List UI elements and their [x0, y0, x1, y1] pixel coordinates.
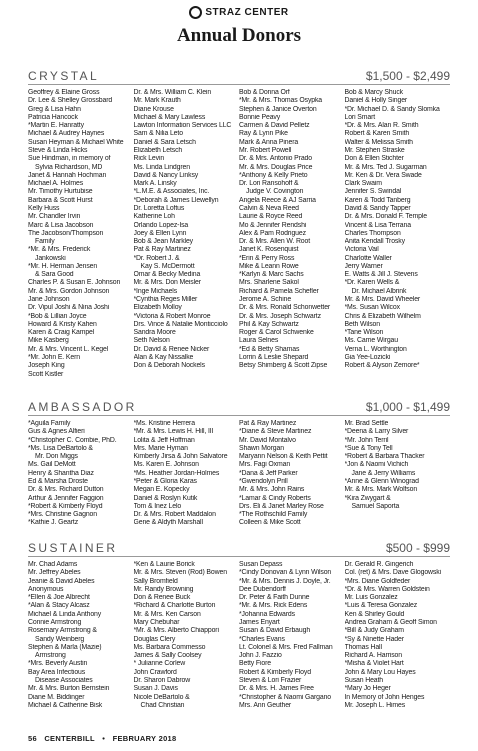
donor-name: Chad Christian: [140, 701, 185, 709]
donor-name: Kimberly Jirsa & John Salvatore: [133, 453, 228, 461]
donor-column: [134, 420, 240, 528]
donor-name: Mr. & Mrs. John Rains: [239, 486, 305, 494]
donor-name: Howard & Kristy Kahen: [28, 320, 97, 328]
donor-name: Henry & Shantha Diaz: [28, 469, 94, 477]
donor-name: Dr. & Mrs. Ronald Schonwetter: [239, 304, 331, 312]
donor-name: Nicole DeBartolo &: [133, 693, 190, 701]
donor-name: Bay Area Infectious: [28, 668, 86, 676]
donor-name: Ms. Carrie Wirgau: [344, 337, 398, 345]
donor-name: *Johanna Edwards: [239, 610, 295, 618]
donor-name: Lorrin & Leslie Shepard: [239, 354, 309, 361]
donor-name: *The Rothschild Family: [239, 511, 308, 519]
donor-name: *Mr. & Mrs. Rick Edens: [239, 602, 308, 610]
donor-name: Mr. Chad Adams: [28, 561, 78, 568]
section-header: [28, 398, 450, 416]
donor-name: Sandra Moore: [133, 329, 176, 337]
donor-name: *Ms. Heather Jordan-Holmes: [133, 469, 220, 477]
section-range: $1,500 - $2,499: [365, 69, 450, 83]
donor-name: Charlotte Waller: [344, 254, 392, 262]
donor-name: Mr. & Mrs. Ted J. Sugarman: [344, 163, 427, 171]
section-header: [28, 539, 450, 557]
donor-name: *Victoria & Robert Monroe: [133, 312, 211, 320]
donor-name: Marc & Lisa Jacobson: [28, 221, 94, 229]
donor-name: Elizabeth Letsch: [133, 146, 183, 154]
donor-name: *Ken & Laurie Borick: [133, 561, 195, 568]
donor-name: Omar & Becky Medina: [133, 271, 201, 279]
donor-name: Laurie & Royce Reed: [239, 213, 303, 221]
donor-name: Susan Heath: [344, 676, 384, 684]
donor-name: Pat & Ray Martinez: [133, 246, 191, 254]
donor-name: Kelly Huss: [28, 204, 60, 212]
donor-name: *Ms. Susan Wilcox: [344, 304, 400, 312]
donor-name: *Kira Zwygart &: [344, 494, 391, 502]
section-range: $1,000 - $1,499: [365, 400, 450, 414]
donor-name: Verna L. Worthington: [344, 345, 407, 353]
donor-name: Patricia Hancock: [28, 113, 78, 121]
donor-name: Bob & Jean Markley: [133, 238, 194, 246]
donor-name: Rosemary Armstrong &: [28, 627, 97, 635]
donor-name: Bonnie Peavy: [239, 113, 281, 121]
donor-name: *Anthony & Kelly Prieto: [239, 171, 308, 179]
donor-name: Michael & Audrey Haynes: [28, 130, 105, 138]
donor-name: *Dr. Michael D. & Sandy Slomka: [344, 105, 440, 113]
donor-name: Walter & Melissa Smith: [344, 138, 413, 146]
donor-name: Dr. Lori Ransohoff &: [239, 180, 299, 188]
donor-name: Richard A. Harrison: [344, 652, 402, 660]
donor-name: Susan Heyman & Michael White: [28, 138, 124, 146]
donor-name: *Mr. & Mrs. Frederick: [28, 246, 91, 254]
donor-name: *Cindy Donovan & Lynn Wilson: [239, 569, 332, 577]
donor-name: Lolita & Jeff Hoffman: [133, 436, 195, 444]
donor-name: Elizabeth Molloy: [133, 304, 182, 312]
donor-name: Barbara & Scott Hurst: [28, 196, 93, 204]
donor-name: In Memory of John Henges: [344, 693, 425, 701]
donor-name: Stephen & Janice Overton: [239, 105, 317, 113]
donor-name: Mr. & Mrs. Burton Bernstein: [28, 685, 110, 693]
donor-column: [134, 561, 240, 710]
donor-name: *Christopher C. Combie, PhD.: [28, 436, 117, 444]
donor-name: *Erin & Perry Ross: [239, 254, 295, 262]
donor-name: *Peter & Gloria Karas: [133, 477, 197, 485]
donor-name: *Mary Jo Heger: [344, 685, 391, 693]
donor-name: Dr. & Mrs. Allen W. Root: [239, 238, 311, 246]
donor-name: Victoria Vail: [344, 246, 379, 254]
donor-name: *Mr. John Terril: [344, 436, 389, 444]
donor-name: Orlando Lopez-Isa: [133, 221, 189, 229]
donor-name: Armstrong: [35, 652, 66, 660]
donor-name: *Mrs. Diane Goldfeder: [344, 577, 411, 585]
donor-column: [345, 89, 451, 379]
donor-name: David & Nancy Linksy: [133, 171, 199, 179]
donor-name: Ms. Gail DeMott: [28, 461, 76, 469]
donor-name: Greg & Lisa Hahn: [28, 105, 81, 113]
donor-column: [134, 89, 240, 379]
donor-name: Dr. David & Renee Nicker: [133, 345, 210, 353]
donor-name: Joseph King: [28, 362, 65, 370]
donor-name: *L.M.E. & Associates, Inc.: [133, 188, 210, 196]
donor-name: *Ed & Betty Shamas: [239, 345, 300, 353]
donor-name: *Kathie J. Geartz: [28, 519, 79, 527]
donor-name: *Dr. & Mrs. Warren Goldstein: [344, 585, 430, 593]
donor-name: Mr. Robert Powell: [239, 146, 292, 154]
donor-name: *Deena & Larry Silver: [344, 428, 409, 436]
donor-name: Mark A. Linsky: [133, 180, 177, 188]
donor-name: Mr. & Mrs. Steven (Rod) Bowen: [133, 569, 227, 577]
donor-name: Maryann Nelson & Keith Pettit: [239, 453, 328, 461]
donor-name: Lt. Colonel & Mrs. Fred Fallman: [239, 643, 333, 651]
page-number: 56: [28, 734, 37, 743]
donor-name: Robert & Karen Smith: [344, 130, 410, 138]
section-name: AMBASSADOR: [28, 400, 137, 414]
donor-name: Betsy Shimberg & Scott Zipse: [239, 362, 328, 370]
donor-name: Sue Hindman, in memory of: [28, 155, 111, 163]
donor-name: *Lamar & Cindy Roberts: [239, 494, 311, 502]
donor-name: Carmen & David Pelletz: [239, 122, 310, 130]
donor-name: *Charles Evans: [239, 635, 285, 643]
donor-name: Rick Levin: [133, 155, 165, 163]
donor-name: Andrea Graham & Geoff Simon: [344, 618, 437, 626]
donor-name: *Jon & Naomi Vichich: [344, 461, 409, 469]
donor-name: *Mrs. Christine Gagnon: [28, 511, 97, 519]
donor-name: *Karlyn & Marc Sachs: [239, 271, 304, 279]
donor-name: Ken & Shirley Gould: [344, 610, 405, 618]
donor-name: Colleen & Mike Scott: [239, 519, 301, 527]
donor-column: [239, 89, 345, 379]
donor-name: Mr. & Mrs. David Wheeler: [344, 296, 421, 304]
straz-logo-icon: [189, 6, 202, 19]
donor-name: Mr. Ken & Dr. Vera Swade: [344, 171, 422, 179]
donor-name: Stephen & Marla (Mazie): [28, 643, 102, 651]
straz-center-logo: [189, 6, 288, 19]
donor-name: Katherine Loh: [133, 213, 175, 221]
donor-name: Mrs. Fagi Oxman: [239, 461, 291, 469]
donor-name: *Alan & Stacy Alcasz: [28, 602, 90, 610]
donor-name: Alan & Kay Nissalke: [133, 354, 194, 361]
donor-name: James & Sally Coolsey: [133, 652, 202, 660]
donor-name: *Ellen & Joe Albrecht: [28, 594, 90, 602]
donor-name: *Richard & Charlotte Burton: [133, 602, 216, 610]
donor-name: Don & Ellen Stichter: [344, 155, 404, 163]
donor-name: Sally Bromfield: [133, 577, 178, 585]
donor-name: Bob & Donna Orf: [239, 89, 290, 96]
section-header: [28, 67, 450, 85]
donor-name: *Deborah & James Llewellyn: [133, 196, 219, 204]
donor-name: Drs. Vince & Natalie Monticciolo: [133, 320, 228, 328]
donor-name: Kay S. McDermott: [140, 262, 195, 270]
donor-name: Tom & Inez Lelo: [133, 502, 182, 510]
donor-name: Dr. Vipul Joshi & Nina Joshi: [28, 304, 110, 312]
donor-name: Dr. Lee & Shelley Grossbard: [28, 97, 113, 105]
donor-name: Dr. & Mrs. H. James Free: [239, 685, 314, 693]
donor-name: Robert & Kimberly Floyd: [239, 668, 311, 676]
donor-name: Ms. Karen E. Johnson: [133, 461, 199, 469]
section-range: $500 - $999: [385, 541, 450, 555]
donor-name: Jerome A. Schine: [239, 296, 292, 304]
donor-name: & Sara Good: [35, 271, 74, 279]
donor-name: Jerry Warner: [344, 262, 383, 270]
donor-name: *Mr. & Mrs. Thomas Osypka: [239, 97, 323, 105]
donor-name: Betty Fiore: [239, 660, 271, 668]
donor-name: Mr. & Mrs. Mark Wolfson: [344, 486, 418, 494]
donor-name: Mr. & Mrs. Gordon Johnson: [28, 287, 110, 295]
publication-name: CENTERBILL: [44, 734, 95, 743]
donor-name: *Mr. H. Herman Jensen: [28, 262, 98, 270]
donor-name: E. Watts & Jill J. Stevens: [344, 271, 418, 279]
donor-name: *Dr. Robert J. &: [133, 254, 180, 262]
donor-column: [28, 89, 134, 379]
donor-name: Dr. & Mrs. Donald F. Temple: [344, 213, 427, 221]
donor-name: Laura Selnes: [239, 337, 279, 345]
donor-name: Mr. Jeffrey Abeles: [28, 569, 81, 577]
donor-name: *Cynthia Reges Miller: [133, 296, 198, 304]
donor-name: Mr. Timothy Hurtubise: [28, 188, 93, 196]
donor-name: *Ms. Kristine Herrera: [133, 420, 195, 427]
donor-name: Douglas Clery: [133, 635, 176, 643]
donor-name: Lori Smart: [344, 113, 376, 121]
donor-column: [239, 420, 345, 528]
donor-name: Alex & Pam Rodriguez: [239, 229, 306, 237]
donor-name: Megan E. Kopecky: [133, 486, 190, 494]
donor-name: Jane Johnson: [28, 296, 70, 304]
donor-name: Samuel Saporta: [351, 502, 400, 510]
donor-name: Scott Kistler: [28, 370, 64, 378]
donor-name: Mary Chebuhar: [133, 618, 180, 626]
donor-name: *Bob & Lillian Joyce: [28, 312, 87, 320]
donor-name: Mark & Anna Pinera: [239, 138, 299, 146]
donor-name: *Mrs. Beverly Austin: [28, 660, 88, 668]
donor-name: *Gwendolyn Prill: [239, 477, 288, 485]
donor-columns: [28, 561, 450, 710]
donor-name: Mr. Don Miggs: [35, 453, 78, 461]
donor-name: Dr. Michael Albrink: [351, 287, 407, 295]
donor-name: Steven & Lori Frazier: [239, 676, 302, 684]
donor-name: Karen & Craig Kampel: [28, 329, 95, 337]
donor-name: *Christopher & Naomi Gargano: [239, 693, 332, 701]
donor-name: Mike & Leann Rowe: [239, 262, 299, 270]
donor-name: Richard & Pamela Schefler: [239, 287, 319, 295]
donor-name: Charles P. & Susan E. Johnson: [28, 279, 121, 287]
donor-name: Judge V. Covington: [246, 188, 304, 196]
donor-column: [345, 420, 451, 528]
donor-name: Col. (ret) & Mrs. Dave Glogowski: [344, 569, 441, 577]
donor-name: Phil & Kay Schwartz: [239, 320, 299, 328]
donor-column: [345, 561, 451, 710]
donor-column: [239, 561, 345, 710]
donor-name: Susan Depass: [239, 561, 283, 568]
donor-name: Beth Wilson: [344, 320, 380, 328]
section-crystal: [28, 67, 450, 379]
donor-name: Pat & Ray Martinez: [239, 420, 297, 427]
donor-name: Vincent & Lisa Terrana: [344, 221, 411, 229]
donor-name: Joey & Ellen Lynn: [133, 229, 187, 237]
donor-name: *Sy & Ninette Hader: [344, 635, 404, 643]
donor-name: Sandy Weinberg: [35, 635, 85, 643]
donor-name: Gus & Agnes Alfieri: [28, 428, 85, 436]
issue-date: FEBRUARY 2018: [112, 734, 177, 743]
donor-name: Mrs. Marie Hyman: [133, 444, 188, 452]
donor-name: Angela Reece & AJ Sarria: [239, 196, 316, 204]
donor-name: John Crawford: [133, 668, 177, 676]
donor-name: *Misha & Violet Hart: [344, 660, 404, 668]
donor-name: Arthur & Jennifer Faggion: [28, 494, 104, 502]
donor-name: Gia Yee-Lozicki: [344, 354, 391, 361]
donor-name: *Tane Wilson: [344, 329, 384, 337]
donor-name: Ms. Barbara Commesso: [133, 643, 206, 651]
donor-name: *Mr. & Mrs. Alberto Chiappori: [133, 627, 219, 635]
donor-name: Michael A. Holmes: [28, 180, 84, 188]
donor-columns: [28, 420, 450, 528]
donor-name: Mr. Chandler Irvin: [28, 213, 81, 221]
donor-name: Dr. Gerald R. Gingerich: [344, 561, 414, 568]
donor-name: Daniel & Sara Letsch: [133, 138, 196, 146]
logo-text: STRAZ CENTER: [205, 7, 289, 18]
donor-name: Mr. Brad Settle: [344, 420, 389, 427]
donor-name: *Bill & Judy Graham: [344, 627, 404, 635]
donor-name: Gene & Aldyth Marshall: [133, 519, 203, 527]
donor-name: Lawton Information Services LLC: [133, 122, 232, 130]
donor-name: Don & Renee Buck: [133, 594, 191, 602]
donor-name: *Dana & Jeff Parker: [239, 469, 298, 477]
donor-name: Jennifer S. Swindal: [344, 188, 402, 196]
donor-name: Roger & Carol Schwenke: [239, 329, 314, 337]
donor-name: Susan & David Erbaugh: [239, 627, 311, 635]
donor-name: *Aguila Family: [28, 420, 71, 427]
donor-name: Dr. Peter & Faith Dunne: [239, 594, 310, 602]
donor-name: Clark Swaim: [344, 180, 382, 188]
donor-name: *Robert & Barbara Thacker: [344, 453, 425, 461]
donor-name: Mr. Joseph L. Himes: [344, 701, 406, 709]
page-title: Annual Donors: [176, 25, 302, 46]
donor-name: Dr. & Mrs. Antonio Prado: [239, 155, 312, 163]
donor-name: Dr. Sharon Dabrow: [133, 676, 191, 684]
donor-name: *Luis & Teresa Gonzalez: [344, 602, 418, 610]
donor-name: Connie Armstrong: [28, 618, 82, 626]
donor-name: Thomas Hall: [344, 643, 382, 651]
donor-name: Dr. Loretta Loftus: [133, 204, 185, 212]
donor-name: Michael & Mary Lawless: [133, 113, 206, 121]
donor-name: Dr. & Mrs. Joseph Schwartz: [239, 312, 321, 320]
donor-name: Mr. & Mrs. Douglas Price: [239, 163, 313, 171]
section-name: SUSTAINER: [28, 541, 118, 555]
donor-name: Jeanie & David Abeles: [28, 577, 95, 585]
donor-name: *Mr. & Mrs. Lewis H. Hill, III: [133, 428, 214, 436]
donor-name: Dr. & Mrs. Robert Maddalon: [133, 511, 216, 519]
donor-name: Mr. Stephen Straske: [344, 146, 405, 154]
donor-name: Dr. & Mrs. William C. Klein: [133, 89, 212, 96]
donor-name: James Enyart: [239, 618, 280, 626]
donor-name: *Anne & Glenn Winograd: [344, 477, 419, 485]
page-footer: [28, 734, 181, 743]
donor-name: Diane Krouse: [133, 105, 174, 113]
donor-name: Bob & Marcy Shuck: [344, 89, 403, 96]
footer-separator: •: [102, 734, 106, 743]
donor-name: Family: [35, 238, 55, 246]
donor-name: Ray & Lynn Pike: [239, 130, 288, 138]
donor-name: *Mr. & Mrs. Dennis J. Doyle, Jr.: [239, 577, 331, 585]
donor-name: Mr. David Montalvo: [239, 436, 296, 444]
donor-name: Ed & Marsha Droste: [28, 477, 88, 485]
donor-name: Daniel & Holly Singer: [344, 97, 408, 105]
donor-name: Janet & Hannah Hochman: [28, 171, 107, 179]
donor-name: Anita Kendall Trosky: [344, 238, 405, 246]
donor-name: David & Sandy Tapper: [344, 204, 411, 212]
page-header: [0, 6, 478, 47]
donor-name: Susan J. Davis: [133, 685, 178, 693]
donor-name: Robert & Alyson Zemore*: [344, 362, 420, 370]
donor-name: Chris & Elizabeth Wilhelm: [344, 312, 421, 320]
donor-name: *Inge Michaels: [133, 287, 178, 295]
donor-name: Dee Dubendorff: [239, 585, 286, 593]
donor-name: Diane M. Biddinger: [28, 693, 85, 701]
donor-name: Anonymous: [28, 585, 64, 593]
donor-name: *Robert & Kimberly Floyd: [28, 502, 103, 510]
donor-name: Seth Nelson: [133, 337, 170, 345]
donor-name: Calvin & Neva Reed: [239, 204, 299, 212]
donor-name: John J. Fazzio: [239, 652, 282, 660]
donor-name: Karen & Todd Tanberg: [344, 196, 411, 204]
donor-name: *Mr. John E. Kern: [28, 354, 80, 361]
donor-name: Mr. & Mrs. Ken Carson: [133, 610, 201, 618]
section-name: CRYSTAL: [28, 69, 100, 83]
donor-name: The Jacobson/Thompson: [28, 229, 104, 237]
donor-name: Shawn Morgan: [239, 444, 284, 452]
donor-name: Sam & Nilia Leto: [133, 130, 183, 138]
donor-column: [28, 420, 134, 528]
donor-name: Jane & Jerry Williams: [351, 469, 416, 477]
donor-name: Michael & Linda Anthony: [28, 610, 102, 618]
donor-name: *Sue & Tony Tell: [344, 444, 393, 452]
donor-name: Mrs. Sharlene Sakol: [239, 279, 299, 287]
donor-name: *Diane & Steve Martinez: [239, 428, 312, 436]
donor-name: Mo & Jennifer Rendshi: [239, 221, 307, 229]
donor-name: Disease Associates: [35, 676, 93, 684]
donor-name: *Dr. Karen Wells &: [344, 279, 400, 287]
donor-name: Steve & Linda Hicks: [28, 146, 88, 154]
donor-name: Mr. Luis Gonzalez: [344, 594, 398, 602]
donor-column: [28, 561, 134, 710]
donor-name: Geoffrey & Elaine Gross: [28, 89, 100, 96]
donor-name: Mr. Randy Browning: [133, 585, 194, 593]
donor-name: Ms. Linda Lindgren: [133, 163, 190, 171]
donor-name: *Martin E. Hanratty: [28, 122, 84, 130]
donor-name: Dr. & Mrs. Richard Dutton: [28, 486, 104, 494]
section-ambassador: [28, 398, 450, 528]
donor-name: Sylvia Richardson, MD: [35, 163, 103, 171]
donor-name: John & Mary Lou Hayes: [344, 668, 416, 676]
donor-name: Mr. Mark Krauth: [133, 97, 181, 105]
donor-name: Daniel & Roslyn Kutik: [133, 494, 198, 502]
donor-name: * Julianne Corlew: [133, 660, 186, 668]
donor-name: Charles Thompson: [344, 229, 401, 237]
donor-columns: [28, 89, 450, 379]
donor-name: Mr. & Mrs. Don Meisler: [133, 279, 201, 287]
section-sustainer: [28, 539, 450, 710]
donor-name: Mr. & Mrs. Vincent L. Kegel: [28, 345, 109, 353]
donor-name: *Dr. & Mrs. Alan R. Smith: [344, 122, 419, 130]
donor-name: Drs. Eli & Janet Marley Rose: [239, 502, 324, 510]
donor-name: *Ms. Lisa DeBartolo &: [28, 444, 93, 452]
donor-name: Mrs. Ann Geuther: [239, 701, 292, 709]
donor-name: Jankowski: [35, 254, 66, 262]
donor-name: Janet K. Rosenquist: [239, 246, 299, 254]
donor-name: Michael & Catherine Bisk: [28, 701, 103, 709]
donor-name: Mike Kasberg: [28, 337, 69, 345]
donor-name: Don & Deborah Nockels: [133, 362, 205, 370]
